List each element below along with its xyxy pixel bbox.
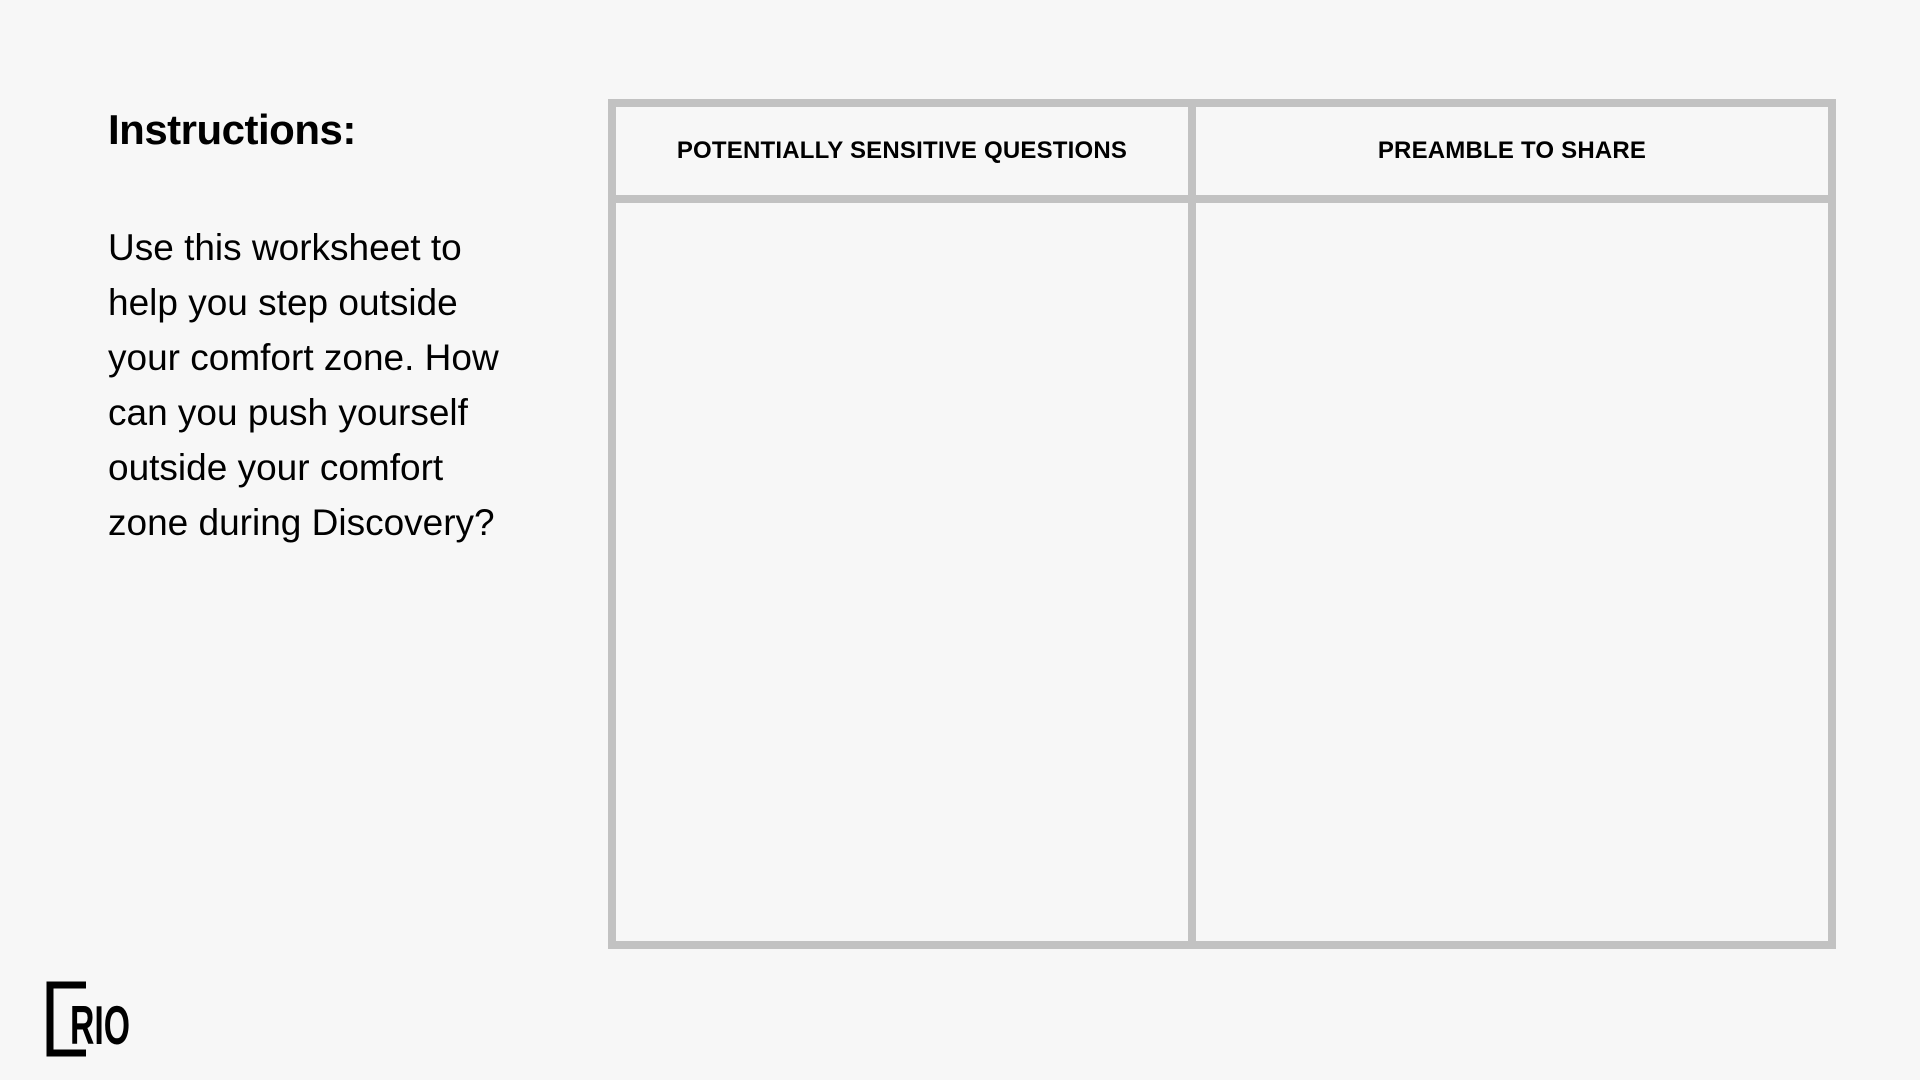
sensitive-questions-cell[interactable] [616,203,1196,941]
rio-logo-icon [44,980,134,1058]
preamble-cell[interactable] [1196,203,1828,941]
worksheet-table [608,99,1836,949]
logo-text: RIO [70,994,130,1056]
instructions-title: Instructions: [108,106,356,153]
column-header-sensitive-questions: POTENTIALLY SENSITIVE QUESTIONS [616,107,1196,203]
column-header-preamble: PREAMBLE TO SHARE [1196,107,1828,203]
instructions-text: Use this worksheet to help you step outside your comfort zone. How can you push yourself outside your comfort zone during Discovery? [108,227,499,543]
